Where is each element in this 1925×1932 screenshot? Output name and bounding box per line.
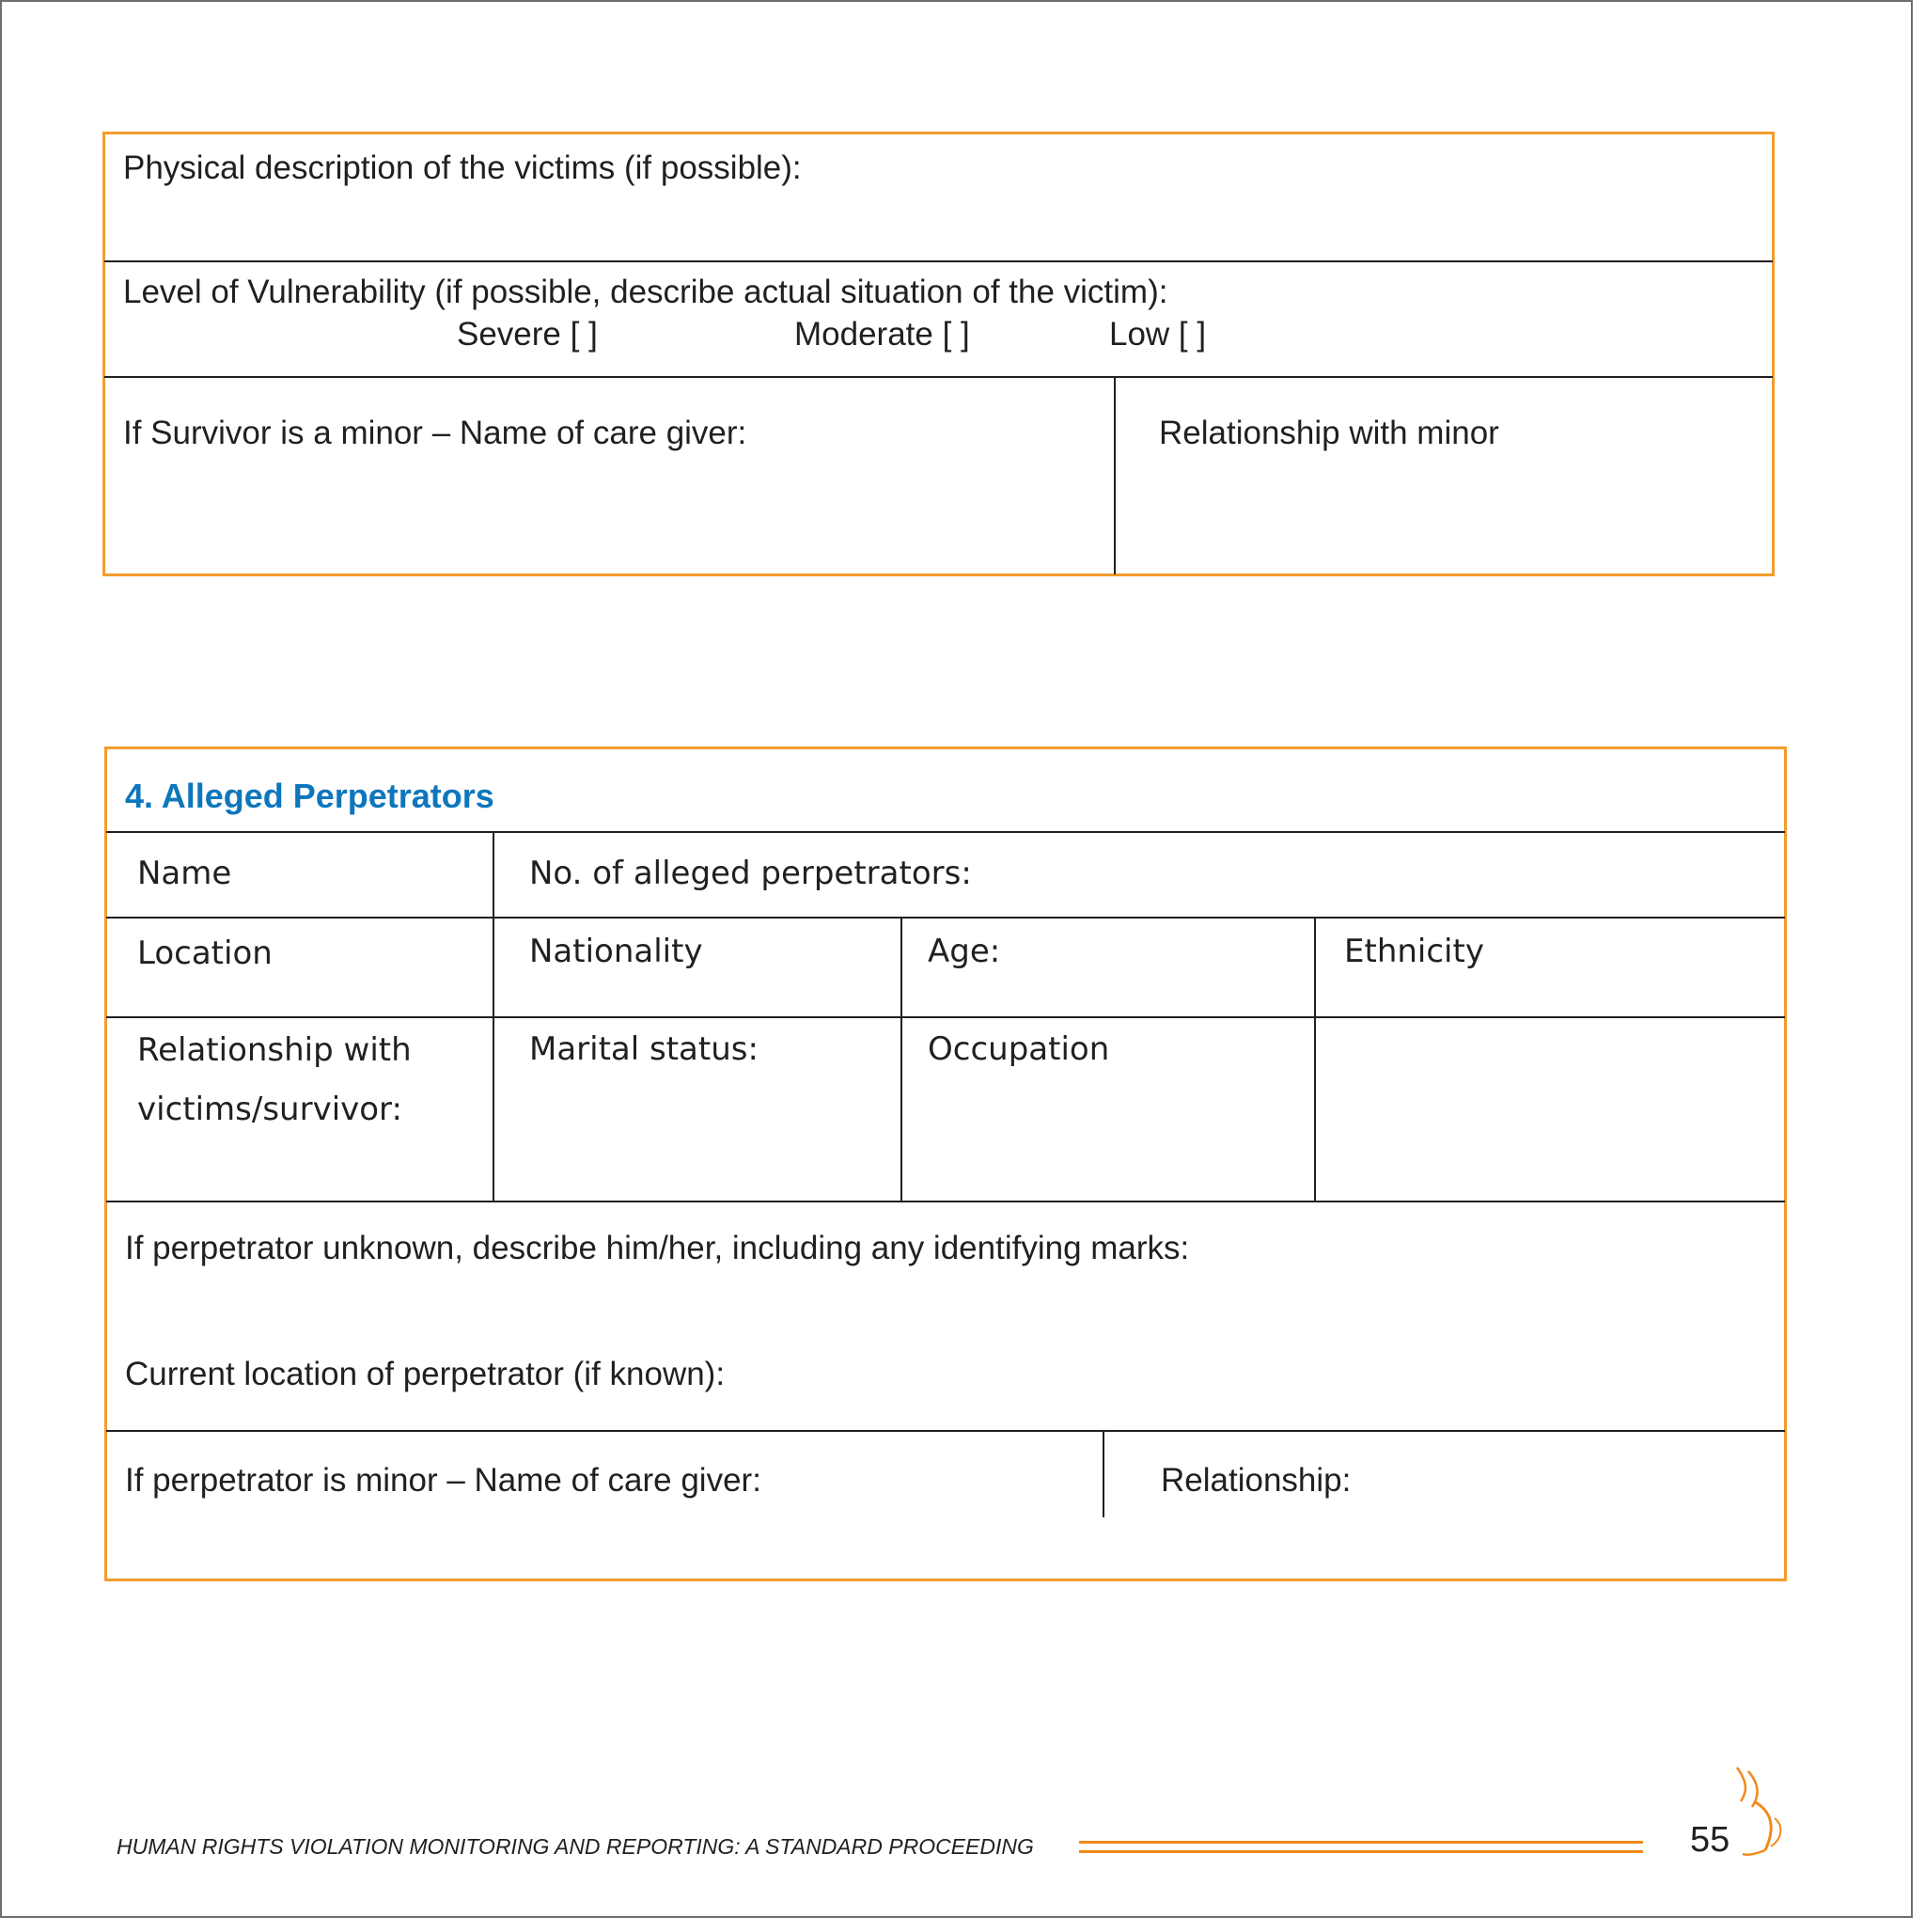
divider [106, 1016, 1785, 1018]
unknown-perpetrator-label: If perpetrator unknown, describe him/her, including any identifying marks: [125, 1230, 1190, 1266]
nationality-label: Nationality [529, 933, 703, 970]
age-label: Age: [928, 933, 1001, 970]
divider [1314, 918, 1316, 1202]
option-severe[interactable]: Severe [ ] [457, 316, 598, 353]
footer-rule [1079, 1841, 1643, 1844]
divider [106, 917, 1785, 919]
vulnerability-label: Level of Vulnerability (if possible, describe actual situation of the victim): [123, 274, 1168, 310]
divider [493, 832, 494, 1202]
current-location-label: Current location of perpetrator (if known): [125, 1356, 726, 1392]
relationship-field-label: Relationship: [1161, 1462, 1352, 1499]
section-heading: 4. Alleged Perpetrators [125, 777, 494, 815]
option-moderate[interactable]: Moderate [ ] [794, 316, 970, 353]
page-number: 55 [1690, 1820, 1730, 1860]
divider [106, 1430, 1785, 1432]
relationship-with-minor-label: Relationship with minor [1159, 415, 1499, 451]
relationship-label-line1: Relationship with [137, 1031, 412, 1069]
name-label: Name [137, 855, 232, 892]
footer-rule [1079, 1850, 1643, 1853]
footer-title: HUMAN RIGHTS VIOLATION MONITORING AND REPORTING: A STANDARD PROCEEDING [117, 1834, 1034, 1859]
perpetrator-minor-care-giver-label: If perpetrator is minor – Name of care giver: [125, 1462, 761, 1499]
divider [900, 918, 902, 1202]
divider [106, 831, 1785, 833]
physical-description-label: Physical description of the victims (if possible): [123, 149, 802, 186]
divider [104, 260, 1773, 262]
option-low[interactable]: Low [ ] [1109, 316, 1207, 353]
location-label: Location [137, 935, 273, 972]
divider [1114, 377, 1116, 574]
logo-icon [1728, 1764, 1793, 1858]
divider [1103, 1431, 1104, 1517]
marital-status-label: Marital status: [529, 1030, 759, 1068]
occupation-label: Occupation [928, 1030, 1110, 1068]
divider [106, 1201, 1785, 1202]
perpetrator-count-label: No. of alleged perpetrators: [529, 855, 972, 892]
ethnicity-label: Ethnicity [1344, 933, 1484, 970]
relationship-label-line2: victims/survivor: [137, 1091, 402, 1128]
survivor-minor-care-giver-label: If Survivor is a minor – Name of care giver: [123, 415, 747, 451]
divider [104, 376, 1773, 378]
